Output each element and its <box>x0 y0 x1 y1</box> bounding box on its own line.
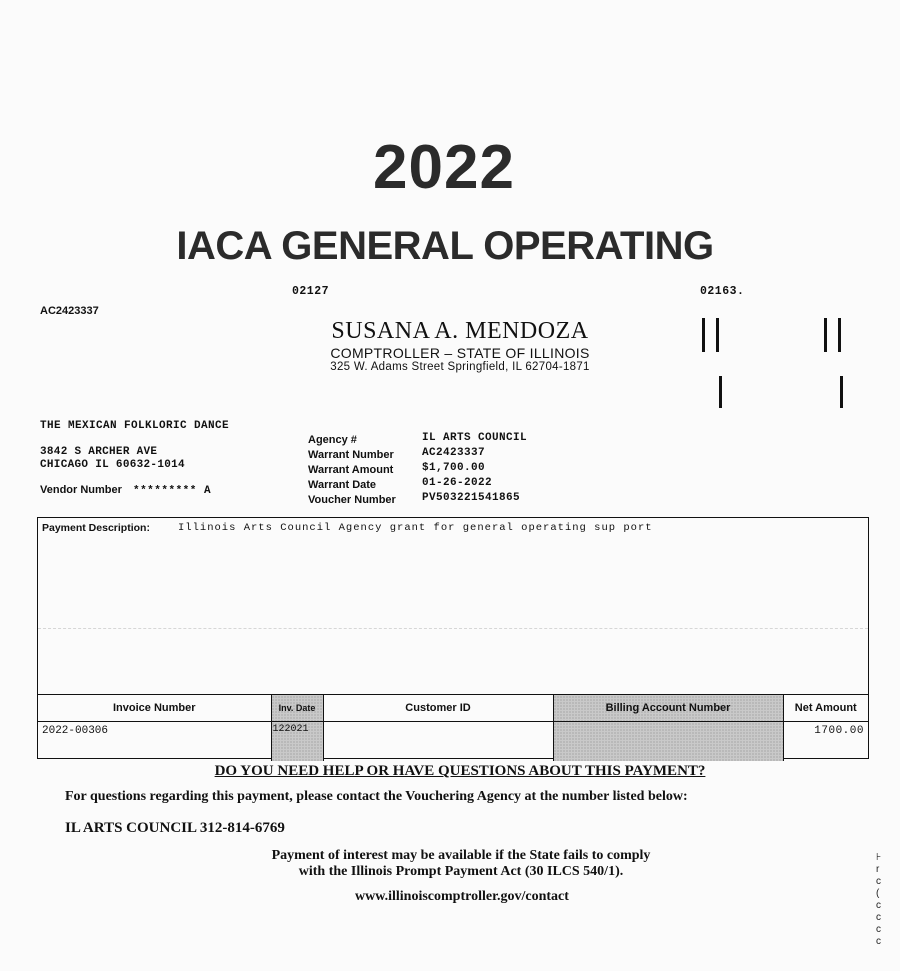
interest-notice-line1: Payment of interest may be available if the State fails to comply <box>271 848 651 863</box>
warrant-number-top: AC2423337 <box>40 305 99 317</box>
payee-address-line1: 3842 S ARCHER AVE <box>40 446 158 458</box>
interest-notice-line2: with the Illinois Prompt Payment Act (30 ILCS 540/1). <box>298 864 624 879</box>
agency-label: Agency # <box>308 434 357 446</box>
header-inv-date: Inv. Date <box>271 695 323 722</box>
warrant-amount-label: Warrant Amount <box>308 464 394 476</box>
comptroller-title: COMPTROLLER – STATE OF ILLINOIS <box>330 345 590 361</box>
registration-bar <box>716 318 719 352</box>
vendor-number-value: ********* A <box>132 485 212 497</box>
agency-value: IL ARTS COUNCIL <box>422 432 528 444</box>
invoice-table-header <box>38 695 868 722</box>
cell-net-amount: 1700.00 <box>783 722 868 762</box>
warrant-number-label: Warrant Number <box>308 449 394 461</box>
payment-description-label: Payment Description: <box>42 522 150 534</box>
registration-bar <box>719 376 722 408</box>
warrant-amount-value: $1,700.00 <box>422 462 486 474</box>
header-net-amount: Net Amount <box>783 695 868 722</box>
help-title: DO YOU NEED HELP OR HAVE QUESTIONS ABOUT THIS PAYMENT? <box>214 763 706 779</box>
cell-inv-date: 122021 <box>271 722 323 762</box>
payee-address-line2: CHICAGO IL 60632-1014 <box>40 459 185 471</box>
warrant-details <box>308 432 527 507</box>
header-invoice-number: Invoice Number <box>38 695 271 722</box>
registration-bar <box>840 376 843 408</box>
comptroller-website-link[interactable]: www.illinoiscomptroller.gov/contact <box>355 889 569 904</box>
faint-rule <box>38 628 868 629</box>
header-customer-id: Customer ID <box>323 695 553 722</box>
invoice-table <box>38 694 868 761</box>
warrant-date-label: Warrant Date <box>308 479 377 491</box>
table-row <box>38 722 868 762</box>
voucher-number-value: PV503221541865 <box>422 492 521 504</box>
cell-customer-id <box>323 722 553 762</box>
code-right: 02163. <box>700 285 745 298</box>
margin-marks: ⊦ r c ( c c c c <box>876 852 882 947</box>
warrant-date-value: 01-26-2022 <box>422 477 493 489</box>
code-left: 02127 <box>292 285 330 298</box>
vendor-number-label: Vendor Number <box>40 484 122 496</box>
voucher-number-label: Voucher Number <box>308 494 396 506</box>
registration-bar <box>838 318 841 352</box>
payment-description-box <box>37 517 869 759</box>
cell-billing-account <box>553 722 783 762</box>
document-year: 2022 <box>373 133 515 202</box>
document-title: IACA GENERAL OPERATING <box>176 224 714 268</box>
help-text: For questions regarding this payment, please contact the Vouchering Agency at the number listed below: <box>65 789 688 804</box>
registration-bar <box>824 318 827 352</box>
payment-description-text: Illinois Arts Council Agency grant for general operating sup port <box>178 522 653 534</box>
warrant-number-value: AC2423337 <box>422 447 486 459</box>
vendor-number-row <box>40 484 211 497</box>
header-billing-account: Billing Account Number <box>553 695 783 722</box>
agency-contact: IL ARTS COUNCIL 312-814-6769 <box>65 820 285 836</box>
comptroller-name: SUSANA A. MENDOZA <box>331 318 589 344</box>
comptroller-address: 325 W. Adams Street Springfield, IL 62704-1871 <box>330 361 590 373</box>
cell-invoice-number: 2022-00306 <box>38 722 271 762</box>
registration-bar <box>702 318 705 352</box>
payee-name: THE MEXICAN FOLKLORIC DANCE <box>40 420 230 432</box>
